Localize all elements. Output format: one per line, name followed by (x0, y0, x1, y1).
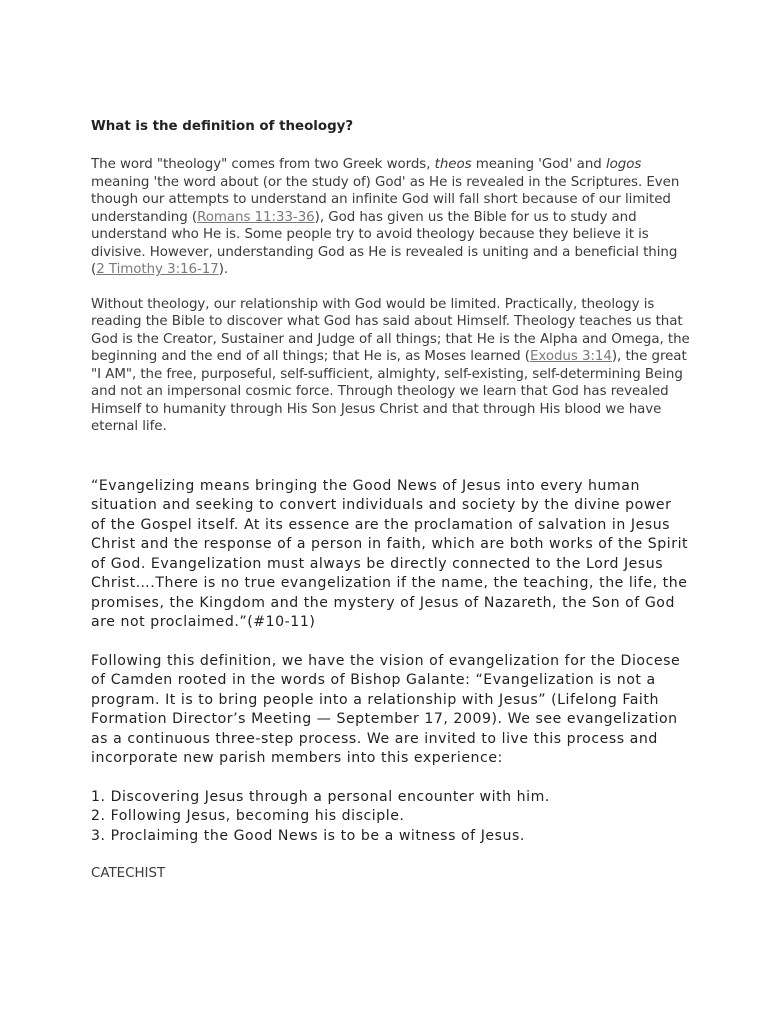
document-page (91, 118, 691, 883)
text-span: ), God has given us the Bible for us to study and understand who He is. Some people try to avoid theology because they believe it is divisive. However, understanding God as He is revealed is uniting and a beneficial thing ( (91, 209, 678, 277)
theology-paragraph-2 (91, 296, 691, 436)
following-paragraph: Following this definition, we have the vision of evangelization for the Diocese of Camden rooted in the words of Bishop Galante: “Evangelization is not a program. It is to bring people into a relationship with Jesus” (Lifelong Faith Formation Director’s Meeting — September 17, 2009). We see evangelization as a continuous three-step process. We are invited to live this process and incorporate new parish members into this experience: (91, 652, 681, 766)
theos-term: theos (434, 157, 472, 172)
text-span: meaning 'God' and (471, 157, 606, 172)
theology-paragraph-1 (91, 156, 691, 279)
catechist-label: CATECHIST (91, 866, 166, 881)
text-span: Without theology, our relationship with God would be limited. Practically, theology is reading the Bible to discover what God has said about Himself. Theology teaches us that God is the Creator, Sustainer and Judge of all things; that He is the Alpha and Omega, the beginning and the end of all things; that He is, as Moses learned ( (91, 296, 690, 364)
timothy-link[interactable]: 2 Timothy 3:16-17 (96, 262, 219, 277)
text-span: meaning 'the word about (or the study of) God' as He is revealed in the Scriptures. Even though our attempts to understand an infinite God will fall short because of our limited understanding ( (91, 174, 680, 225)
romans-link[interactable]: Romans 11:33-36 (197, 209, 315, 225)
list-item: 2. Following Jesus, becoming his disciple. (91, 808, 405, 824)
text-span: ), the great "I AM", the free, purposeful, self-sufficient, almighty, self-existing, self-determining Being and not an impersonal cosmic force. Through theology we learn that God has revealed Himself to humanity through His Son Jesus Christ and that through His blood we have eternal life. (91, 349, 687, 434)
steps-list (91, 788, 691, 847)
spacer (91, 453, 691, 477)
list-item: 1. Discovering Jesus through a personal encounter with him. (91, 788, 550, 805)
list-item: 3. Proclaiming the Good News is to be a witness of Jesus. (91, 827, 525, 844)
text-span: The word "theology" comes from two Greek words, (91, 157, 435, 172)
logos-term: logos (605, 157, 642, 172)
evangelization-section (91, 477, 691, 847)
page-heading: What is the definition of theology? (91, 119, 354, 134)
text-span: ). (218, 262, 229, 277)
evangelization-quote: “Evangelizing means bringing the Good News of Jesus into every human situation and seeking to convert individuals and society by the divine power of the Gospel itself. At its essence are the proclamation of salvation in Jesus Christ and the response of a person in faith, which are both works of the Spirit of God. Evangelization must always be directly connected to the Lord Jesus Christ….There is no true evangelization if the name, the teaching, the life, the promises, the Kingdom and the mystery of Jesus of Nazareth, the Son of God are not proclaimed.”(#10-11) (91, 477, 689, 630)
exodus-link[interactable]: Exodus 3:14 (529, 349, 612, 364)
